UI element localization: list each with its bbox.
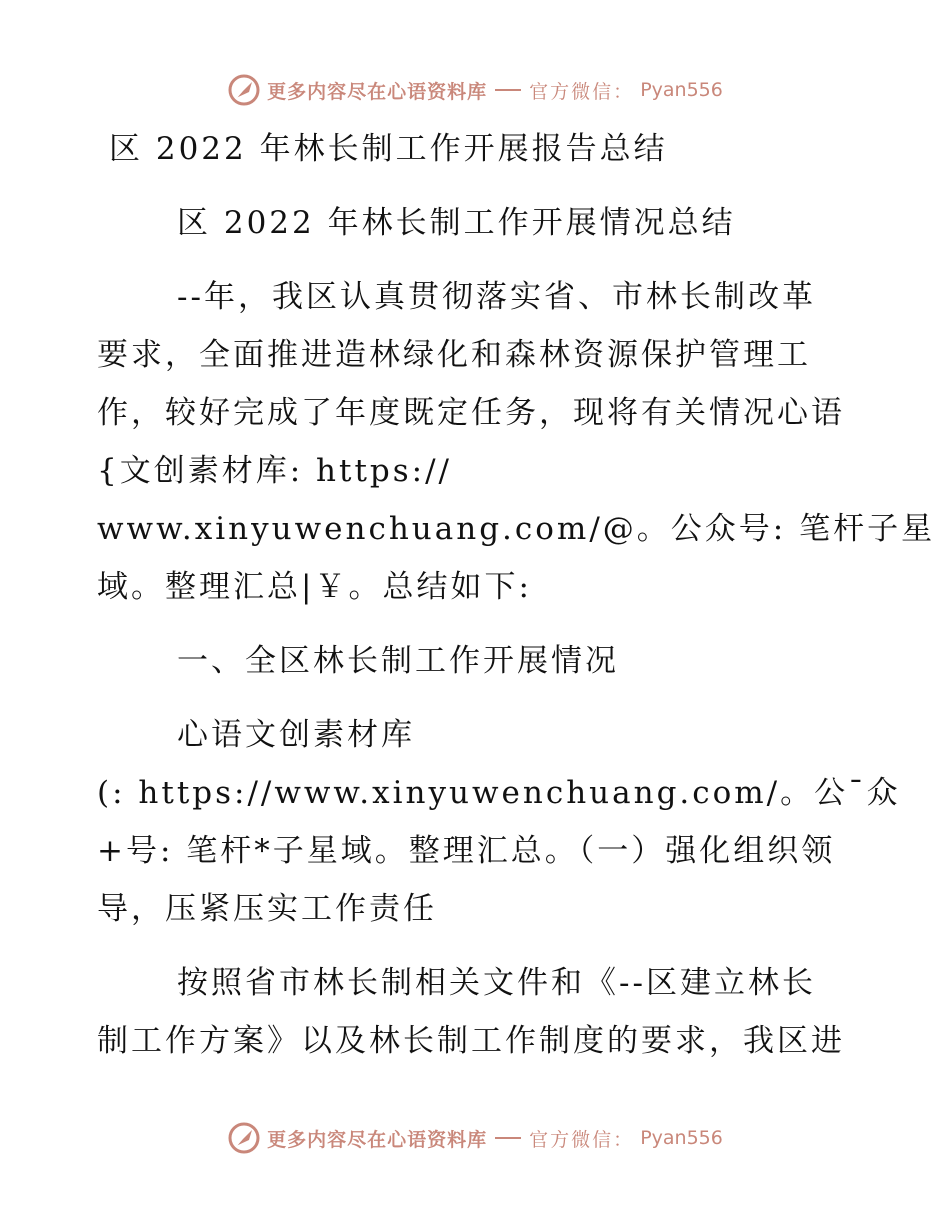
quill-logo-icon	[227, 1121, 261, 1155]
paragraph-line: 作，较好完成了年度既定任务，现将有关情况心语	[97, 395, 845, 431]
watermark-main-text: 更多内容尽在心语资料库	[267, 1128, 488, 1151]
watermark-sub-text: 官方微信：	[529, 80, 635, 103]
paragraph-line: 域。整理汇总|￥。总结如下:	[97, 569, 532, 605]
paragraph-line: 心语文创素材库	[177, 717, 415, 753]
footer-watermark	[0, 1118, 950, 1158]
watermark-dash	[495, 89, 521, 91]
watermark-account-id: Pyan556	[640, 79, 723, 101]
watermark-main-text: 更多内容尽在心语资料库	[267, 80, 488, 103]
watermark-sub-text: 官方微信：	[529, 1128, 635, 1151]
paragraph-line: 导，压紧压实工作责任	[97, 891, 437, 927]
paragraph-line: 制工作方案》以及林长制工作制度的要求，我区进	[97, 1023, 845, 1059]
section-heading: 一、全区林长制工作开展情况	[177, 643, 619, 679]
paragraph-line: 按照省市林长制相关文件和《--区建立林长	[177, 965, 816, 1001]
paragraph-line: {文创素材库: https://	[97, 453, 452, 489]
watermark-dash	[495, 1137, 521, 1139]
paragraph-line: (: https://www.xinyuwenchuang.com/。公¯众	[97, 775, 901, 811]
header-watermark	[0, 70, 950, 110]
document-subtitle: 区 2022 年林长制工作开展情况总结	[177, 205, 736, 241]
paragraph-line: 要求，全面推进造林绿化和森林资源保护管理工	[97, 337, 811, 373]
paragraph-line: +号: 笔杆*子星域。整理汇总。（一）强化组织领	[97, 833, 836, 869]
document-body	[97, 120, 936, 1070]
watermark-account-id: Pyan556	[640, 1127, 723, 1149]
paragraph-line: --年，我区认真贯彻落实省、市林长制改革	[177, 279, 816, 315]
document-title: 区 2022 年林长制工作开展报告总结	[109, 131, 668, 167]
quill-logo-icon	[227, 73, 261, 107]
paragraph-line: www.xinyuwenchuang.com/@。公众号: 笔杆子星	[97, 511, 936, 547]
